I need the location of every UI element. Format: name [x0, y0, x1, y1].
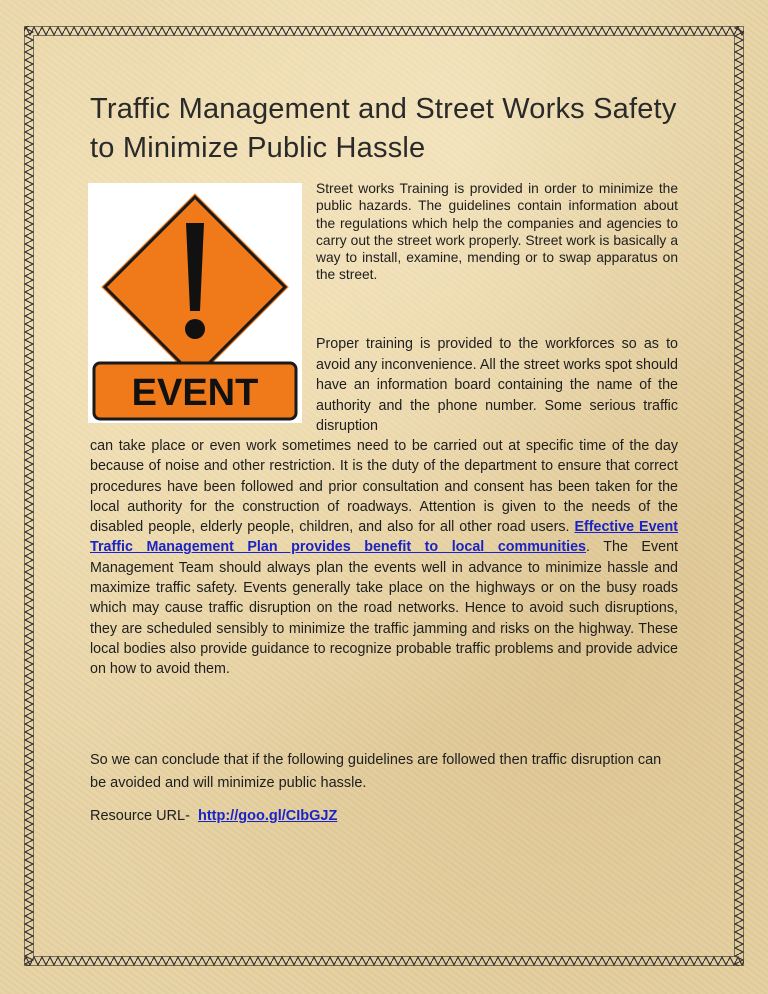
training-paragraph-top: Proper training is provided to the workforces so as to avoid any inconvenience. All the street works spot should have an information board containing the name of the authority and the phone number. Some serious traffic disruption — [316, 336, 678, 435]
intro-paragraph: Street works Training is provided in order to minimize the public hazards. The guidelines contain information about the regulations which help the companies and agencies to carry out the street work properly. Street work is basically a way to install, examine, mending or to swap apparatus on the street. — [316, 181, 678, 283]
conclusion-paragraph: So we can conclude that if the following guidelines are followed then traffic disruption can be avoided and will minimize public hassle. — [90, 752, 662, 791]
exclamation-dot-icon — [185, 319, 205, 339]
page-title: Traffic Management and Street Works Safety to Minimize Public Hassle — [90, 93, 677, 164]
event-traffic-management-link[interactable]: Effective Event Traffic Management Plan provides benefit to local communities — [90, 519, 678, 556]
body-text-before-link: can take place or even work sometimes need to be carried out at specific time of the day because of noise and other restriction. It is the duty of the department to ensure that correct procedures have been followed and prior consultation and consent has been taken for the local authority for the construction of roadways. Attention is given to the needs of the disabled people, elderly people, children, and also for all other road users. — [90, 438, 678, 536]
event-warning-sign-icon — [88, 183, 302, 423]
sign-label: EVENT — [131, 372, 259, 414]
training-paragraph-body — [90, 436, 678, 680]
resource-url-link[interactable]: http://goo.gl/CIbGJZ — [197, 808, 338, 824]
resource-label: Resource URL- — [90, 808, 190, 824]
resource-line — [90, 806, 678, 826]
body-text-after-link: . The Event Management Team should always plan the events well in advance to minimize hassle and maximize traffic safety. Events generally take place on the highways or on the busy roads which may cause traffic disruption on the road networks. Hence to avoid such disruptions, they are scheduled sensibly to minimize the traffic jamming and risks on the highway. These local bodies also provide guidance to recognize probable traffic problems and provide advice on how to avoid them. — [90, 539, 678, 678]
